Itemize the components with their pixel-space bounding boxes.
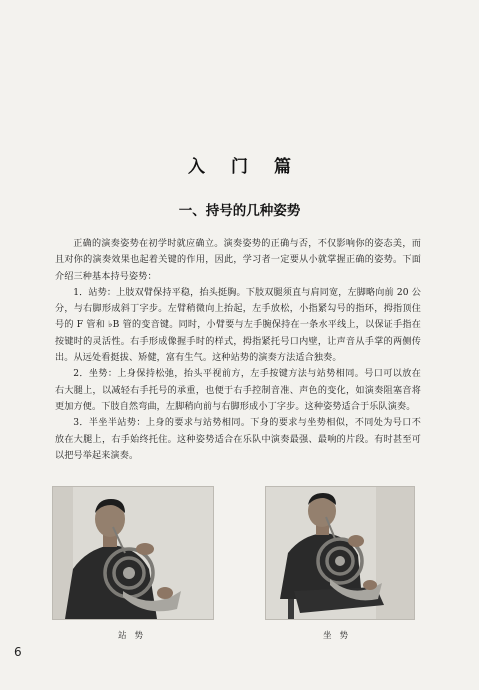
- seated-posture-photo: [265, 486, 415, 620]
- page-number: 6: [14, 645, 22, 659]
- body-text: [55, 236, 421, 464]
- standing-posture-photo: [52, 486, 214, 620]
- part-title: 入门篇: [188, 157, 317, 177]
- standing-posture-paragraph: 1．站势：上肢双臂保持平稳，抬头挺胸。下肢双腿须直与肩同宽，左脚略向前 20 公分，与右脚形成斜丁字步。左臂稍微向上抬起，左手放松，小指紧勾号的指环，拇指顶住号的 F 管和 ♭B 管的变音键。同时，小臂要与左手腕保持在一条水平线上，以保证手指在按键时的灵活性。右手形成像握手时的样式，拇指紧托号口内壁，让声音从手掌的两侧传出。从远处看挺拔、矫健，富有生气。这种站势的演奏方法适合独奏。: [55, 287, 421, 364]
- seated-photo-caption: 坐势: [323, 631, 357, 641]
- standing-photo-caption: 站势: [118, 631, 152, 641]
- section-title: 一、持号的几种姿势: [178, 203, 301, 219]
- half-seated-posture-paragraph: 3．半坐半站势：上身的要求与站势相同。下身的要求与坐势相似，不同处为号口不放在大腿上，右手始终托住。这种姿势适合在乐队中演奏最强、最响的片段。有时甚至可以把号举起来演奏。: [55, 418, 421, 461]
- intro-paragraph: 正确的演奏姿势在初学时就应确立。演奏姿势的正确与否，不仅影响你的姿态美，而且对你的演奏效果也起着关键的作用，因此，学习者一定要从小就掌握正确的姿势。下面介绍三种基本持号姿势：: [55, 239, 421, 282]
- seated-posture-paragraph: 2．坐势：上身保持松弛，抬头平视前方，左手按键方法与站势相同。号口可以放在右大腿上，以减轻右手托号的承重，也便于右手控制音准、声色的变化，如演奏阻塞音将更加方便。下肢自然弯曲，左脚稍向前与右脚形成小丁字步。这种姿势适合于乐队演奏。: [55, 369, 421, 412]
